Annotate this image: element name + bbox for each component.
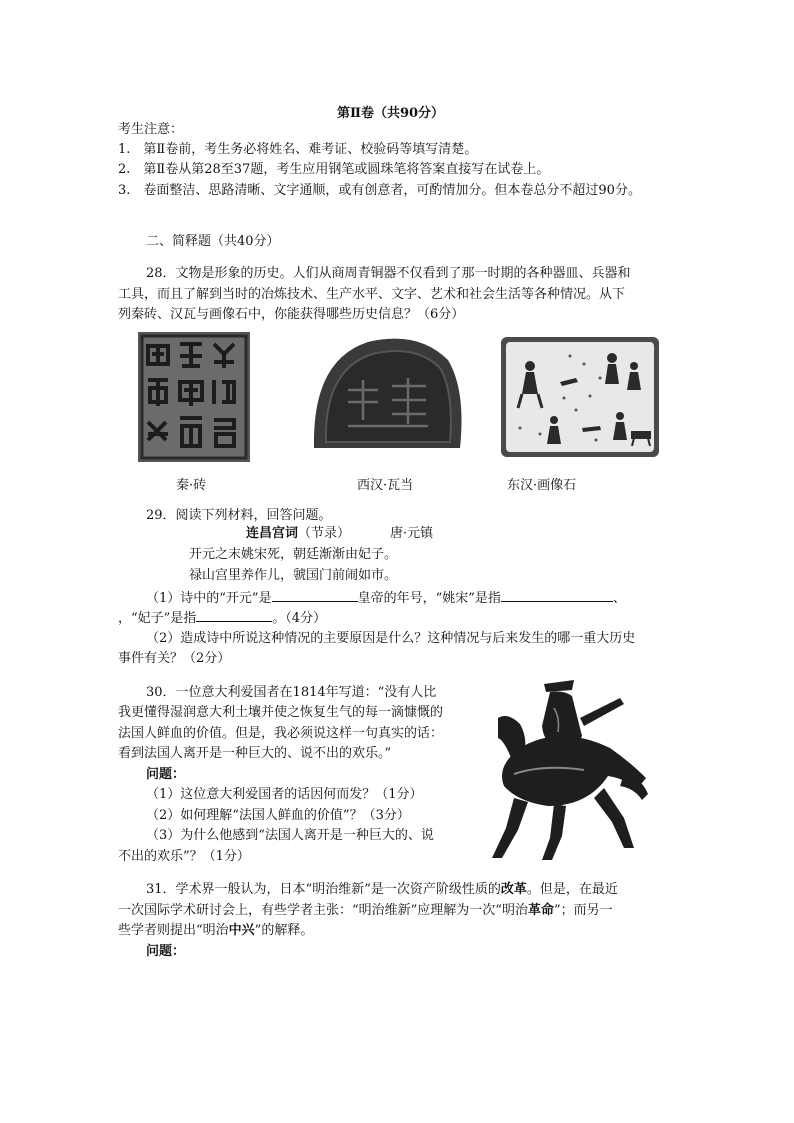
han-stone-relief-image xyxy=(500,336,660,458)
poem-author: 唐·元镇 xyxy=(390,526,434,541)
section-title: 二、简释题（共40分） xyxy=(146,234,280,249)
q31-text: 。但是，在最近 xyxy=(526,882,618,897)
q29-sub1-text: 皇帝的年号，“姚宋”是指 xyxy=(357,591,501,606)
q29-sub1-text: ，“妃子”是指 xyxy=(118,611,197,626)
q29-intro: 29．阅读下列材料，回答问题。 xyxy=(146,508,332,523)
poem-note: （节录） xyxy=(298,526,351,541)
question-label: 问题： xyxy=(146,767,186,782)
notice-item: 3. 卷面整洁、思路清晰、文字通顺，或有创意者，可酌情加分。但本卷总分不超过90分。 xyxy=(118,183,641,198)
question-label: 问题： xyxy=(146,944,186,959)
notice-item: 1. 第Ⅱ卷前，考生务必将姓名、难考证、校验码等填写清楚。 xyxy=(118,142,478,157)
caption-qin-brick: 秦·砖 xyxy=(176,478,207,493)
q31-text: ”的解释。 xyxy=(254,923,314,938)
poem-line: 开元之末姚宋死，朝廷渐渐由妃子。 xyxy=(189,547,398,562)
poem-heading xyxy=(246,524,433,543)
answer-blank-yaosong-1[interactable] xyxy=(501,587,613,602)
notice-item: 2. 第Ⅱ卷从第28至37题，考生应用钢笔或圆珠笔将答案直接写在试卷上。 xyxy=(118,162,550,177)
q31-text: 31．学术界一般认为，日本“明治维新”是一次资产阶级性质的 xyxy=(146,882,501,897)
q29-sub2: 事件有关？（2分） xyxy=(118,651,231,666)
q31-line xyxy=(146,880,618,899)
qin-brick-image xyxy=(136,330,252,464)
caption-han-stone: 东汉·画像石 xyxy=(507,478,577,493)
q31-text: 些学者则提出“明治 xyxy=(118,923,229,938)
q31-text: 一次国际学术研讨会上，有些学者主张：“明治维新”应理解为一次“明治 xyxy=(118,903,528,918)
q31-line xyxy=(118,921,313,940)
q31-emphasis: 革命 xyxy=(527,903,554,918)
q31-emphasis: 改革 xyxy=(500,882,527,897)
q30-sub3-cont: 不出的欢乐”？（1分） xyxy=(118,849,250,864)
notice-label: 考生注意： xyxy=(118,122,184,137)
q30-sub3: （3）为什么他感到“法国人离开是一种巨大的、说 xyxy=(146,828,434,843)
q28-line: 列秦砖、汉瓦与画像石中，你能获得哪些历史信息？（6分） xyxy=(118,307,465,322)
q30-sub1: （1）这位意大利爱国者的话因何而发？（1分） xyxy=(146,787,423,802)
poem-line: 禄山宫里养作儿，虢国门前闹如市。 xyxy=(189,568,398,583)
q28-line: 28．文物是形象的历史。人们从商周青铜器不仅看到了那一时期的各种器皿、兵器和 xyxy=(146,266,631,281)
q29-sub1-cont xyxy=(118,607,326,628)
q31-text: ”；而另一 xyxy=(553,903,613,918)
q30-line: 看到法国人离开是一种巨大的、说不出的欢乐。” xyxy=(118,746,392,761)
poem-title: 连昌宫词 xyxy=(246,526,299,541)
caption-han-tile: 西汉·瓦当 xyxy=(357,478,414,493)
q30-line: 30．一位意大利爱国者在1814年写道：“没有人比 xyxy=(146,685,437,700)
q29-sub2: （2）造成诗中所说这种情况的主要原因是什么？这种情况与后来发生的哪一重大历史 xyxy=(146,631,636,646)
q28-line: 工具，而且了解到当时的冶炼技术、生产水平、文字、艺术和社会生活等各种情况。从下 xyxy=(118,287,626,302)
q31-emphasis: 中兴 xyxy=(228,923,255,938)
q30-line: 法国人鲜血的价值。但是，我必须说这样一句真实的话： xyxy=(118,726,444,741)
q31-line xyxy=(118,901,613,920)
q29-sub1-text: 、 xyxy=(612,591,626,606)
napoleon-horse-image xyxy=(484,678,660,866)
q29-sub1 xyxy=(146,587,626,608)
q30-line: 我更懂得湿润意大利土壤并使之恢复生气的每一滴慷慨的 xyxy=(118,705,444,720)
han-tile-image xyxy=(308,330,466,462)
answer-blank-consort[interactable] xyxy=(196,607,272,622)
answer-blank-emperor[interactable] xyxy=(272,587,358,602)
q29-sub1-text: （1）诗中的“开元”是 xyxy=(146,591,272,606)
q30-sub2: （2）如何理解“法国人鲜血的价值”？（3分） xyxy=(146,808,410,823)
page-title: 第Ⅱ卷（共90分） xyxy=(337,106,445,121)
q29-sub1-text: 。（4分） xyxy=(272,611,327,626)
